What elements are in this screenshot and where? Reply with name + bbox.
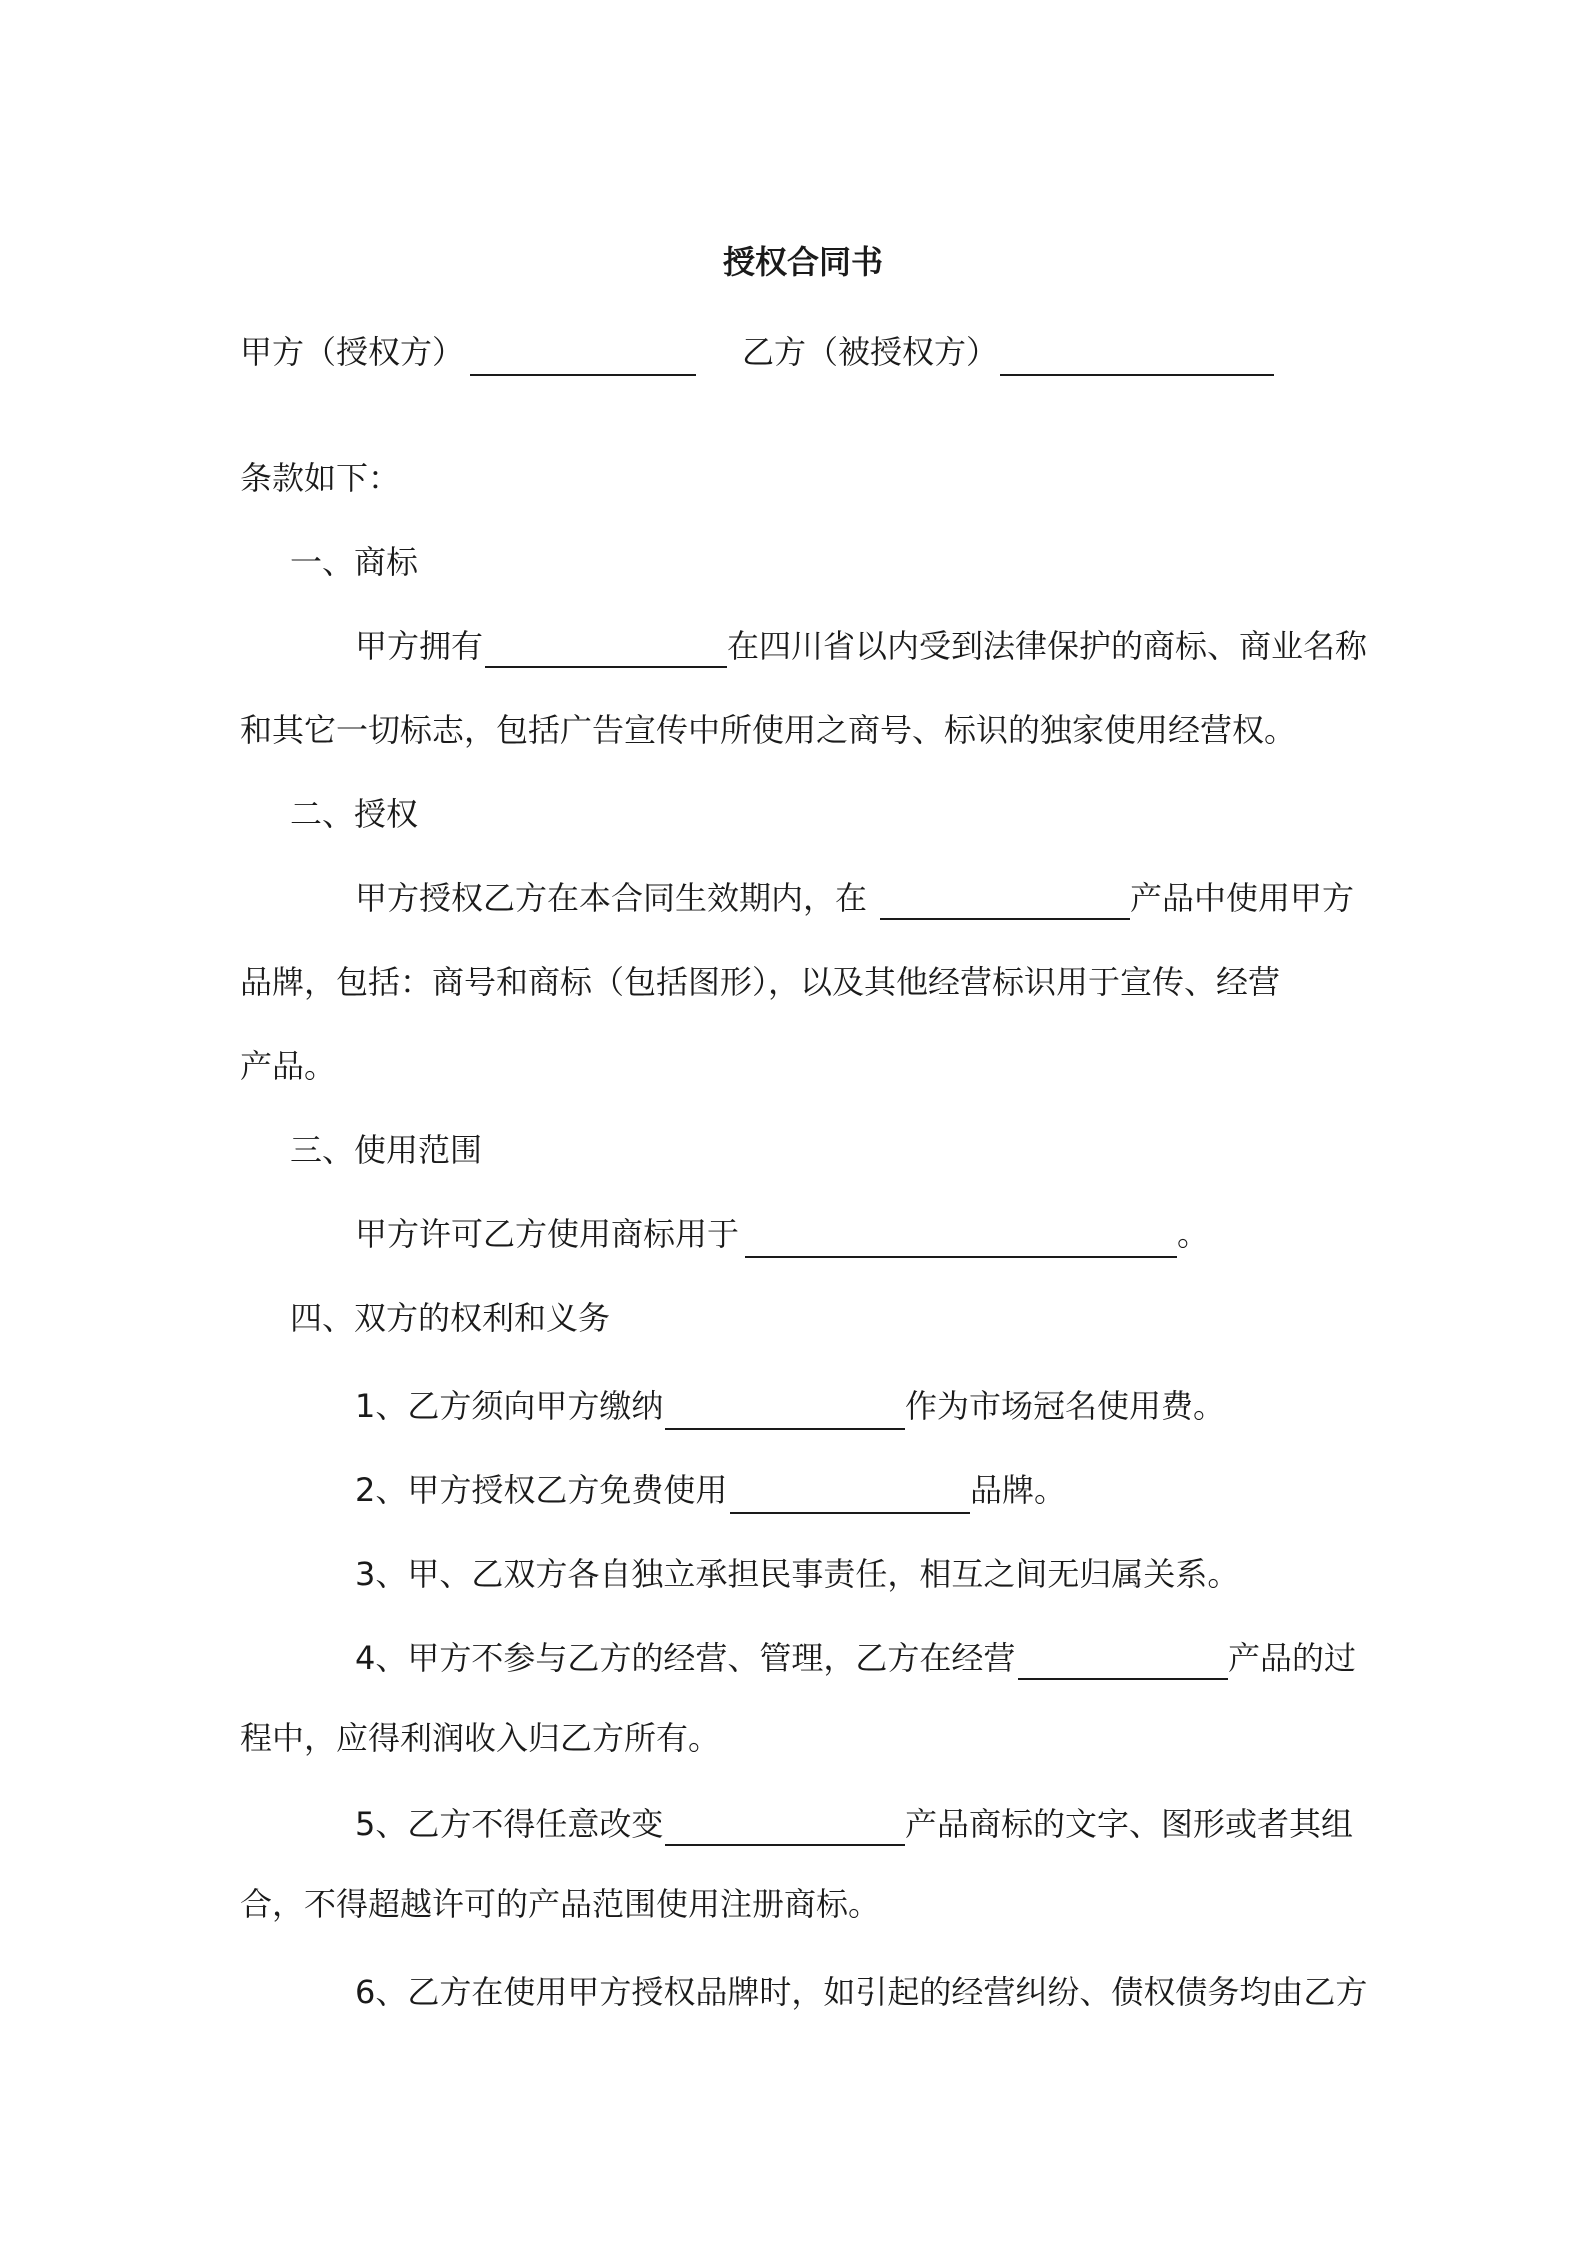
section-1-heading: 一、商标 [290, 543, 419, 581]
party-b-blank[interactable] [1000, 374, 1274, 376]
product-blank[interactable] [880, 918, 1130, 920]
item-2-text-before: 2、甲方授权乙方免费使用 [355, 1471, 728, 1509]
section-2-text-before: 甲方授权乙方在本合同生效期内，在 [355, 879, 868, 917]
item-2-text-after: 品牌。 [970, 1471, 1067, 1509]
section-3-text-after: 。 [1177, 1215, 1210, 1253]
product-trademark-blank[interactable] [665, 1844, 905, 1846]
party-a-blank[interactable] [470, 374, 696, 376]
item-4-text-after: 产品的过 [1228, 1639, 1357, 1677]
operating-product-blank[interactable] [1018, 1678, 1228, 1680]
item-6-text: 6、乙方在使用甲方授权品牌时，如引起的经营纠纷、债权债务均由乙方 [355, 1973, 1368, 2011]
section-2-text-line2: 品牌，包括：商号和商标（包括图形），以及其他经营标识用于宣传、经营 [240, 963, 1281, 1001]
brand-blank[interactable] [730, 1512, 970, 1514]
item-1-text-after: 作为市场冠名使用费。 [905, 1387, 1226, 1425]
section-1-text-line2: 和其它一切标志，包括广告宣传中所使用之商号、标识的独家使用经营权。 [240, 711, 1297, 749]
terms-intro: 条款如下： [240, 459, 401, 497]
section-1-text-before: 甲方拥有 [355, 627, 484, 665]
section-2-heading: 二、授权 [290, 795, 419, 833]
item-5-text-before: 5、乙方不得任意改变 [355, 1805, 664, 1843]
usage-scope-blank[interactable] [745, 1256, 1177, 1258]
section-2-text-line3: 产品。 [240, 1047, 337, 1085]
item-5-text-line2: 合，不得超越许可的产品范围使用注册商标。 [240, 1885, 881, 1923]
section-3-heading: 三、使用范围 [290, 1131, 483, 1169]
fee-blank[interactable] [665, 1428, 905, 1430]
item-5-text-after: 产品商标的文字、图形或者其组 [905, 1805, 1354, 1843]
item-1-text-before: 1、乙方须向甲方缴纳 [355, 1387, 664, 1425]
trademark-blank[interactable] [485, 666, 727, 668]
party-b-label: 乙方（被授权方） [742, 333, 999, 371]
party-a-label: 甲方（授权方） [240, 333, 465, 371]
item-3-text: 3、甲、乙双方各自独立承担民事责任，相互之间无归属关系。 [355, 1555, 1240, 1593]
section-1-text-after: 在四川省以内受到法律保护的商标、商业名称 [727, 627, 1368, 665]
document-title: 授权合同书 [723, 243, 884, 281]
section-3-text-before: 甲方许可乙方使用商标用于 [355, 1215, 740, 1253]
section-4-heading: 四、双方的权利和义务 [290, 1299, 611, 1337]
item-4-text-line2: 程中，应得利润收入归乙方所有。 [240, 1719, 721, 1757]
item-4-text-before: 4、甲方不参与乙方的经营、管理，乙方在经营 [355, 1639, 1016, 1677]
section-2-text-after: 产品中使用甲方 [1130, 879, 1355, 917]
